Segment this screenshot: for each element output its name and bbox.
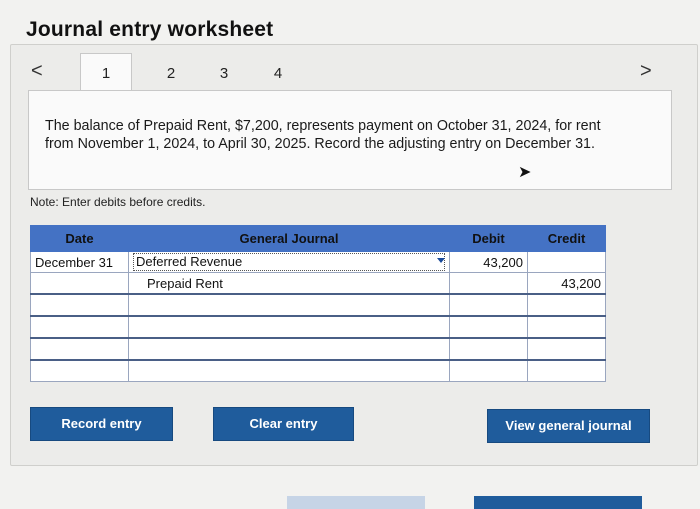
clear-entry-button[interactable]: Clear entry	[213, 407, 354, 441]
tab-4[interactable]: 4	[273, 65, 283, 82]
account-select[interactable]: Prepaid Rent	[129, 273, 450, 295]
chevron-down-icon[interactable]	[437, 258, 445, 263]
debit-input[interactable]	[450, 360, 528, 382]
table-row	[31, 316, 606, 338]
debit-input[interactable]	[450, 316, 528, 338]
prompt-text: The balance of Prepaid Rent, $7,200, represents payment on October 31, 2024, for rent from November 1, 2024, to April 30, 2025. Record the adjusting entry on December 31.	[45, 118, 601, 152]
debit-header: Debit	[450, 226, 528, 252]
note-text: Note: Enter debits before credits.	[30, 195, 206, 209]
date-cell[interactable]	[31, 273, 129, 295]
general-journal-header: General Journal	[129, 226, 450, 252]
date-cell[interactable]	[31, 360, 129, 382]
journal-table	[30, 225, 606, 382]
date-cell[interactable]	[31, 316, 129, 338]
credit-input[interactable]: 43,200	[528, 273, 606, 295]
table-row	[31, 252, 606, 273]
credit-input[interactable]	[528, 316, 606, 338]
date-header: Date	[31, 226, 129, 252]
tab-3[interactable]: 3	[219, 65, 229, 82]
account-select[interactable]	[129, 338, 450, 360]
debit-input[interactable]	[450, 338, 528, 360]
debit-input[interactable]: 43,200	[450, 252, 528, 273]
credit-input[interactable]	[528, 360, 606, 382]
account-select[interactable]	[129, 316, 450, 338]
credit-input[interactable]	[528, 294, 606, 316]
table-row	[31, 360, 606, 382]
date-cell[interactable]: December 31	[31, 252, 129, 273]
account-dropdown-value[interactable]: Deferred Revenue	[133, 253, 445, 271]
account-select[interactable]	[129, 294, 450, 316]
page-title: Journal entry worksheet	[26, 18, 274, 41]
account-select[interactable]	[129, 252, 450, 273]
table-row	[31, 338, 606, 360]
tab-2[interactable]: 2	[166, 65, 176, 82]
credit-input[interactable]	[528, 252, 606, 273]
view-general-journal-button[interactable]: View general journal	[487, 409, 650, 443]
table-row	[31, 294, 606, 316]
credit-header: Credit	[528, 226, 606, 252]
credit-input[interactable]	[528, 338, 606, 360]
prompt-box	[28, 90, 672, 190]
date-cell[interactable]	[31, 338, 129, 360]
debit-input[interactable]	[450, 294, 528, 316]
date-cell[interactable]	[31, 294, 129, 316]
previous-tab-icon[interactable]: <	[31, 60, 43, 82]
debit-input[interactable]	[450, 273, 528, 295]
footer-button-disabled	[287, 496, 425, 509]
account-select[interactable]	[129, 360, 450, 382]
table-row	[31, 273, 606, 295]
record-entry-button[interactable]: Record entry	[30, 407, 173, 441]
tab-1[interactable]: 1	[80, 53, 132, 92]
footer-button[interactable]	[474, 496, 642, 509]
next-tab-icon[interactable]: >	[640, 60, 652, 82]
mouse-cursor-icon: ➤	[518, 164, 532, 181]
